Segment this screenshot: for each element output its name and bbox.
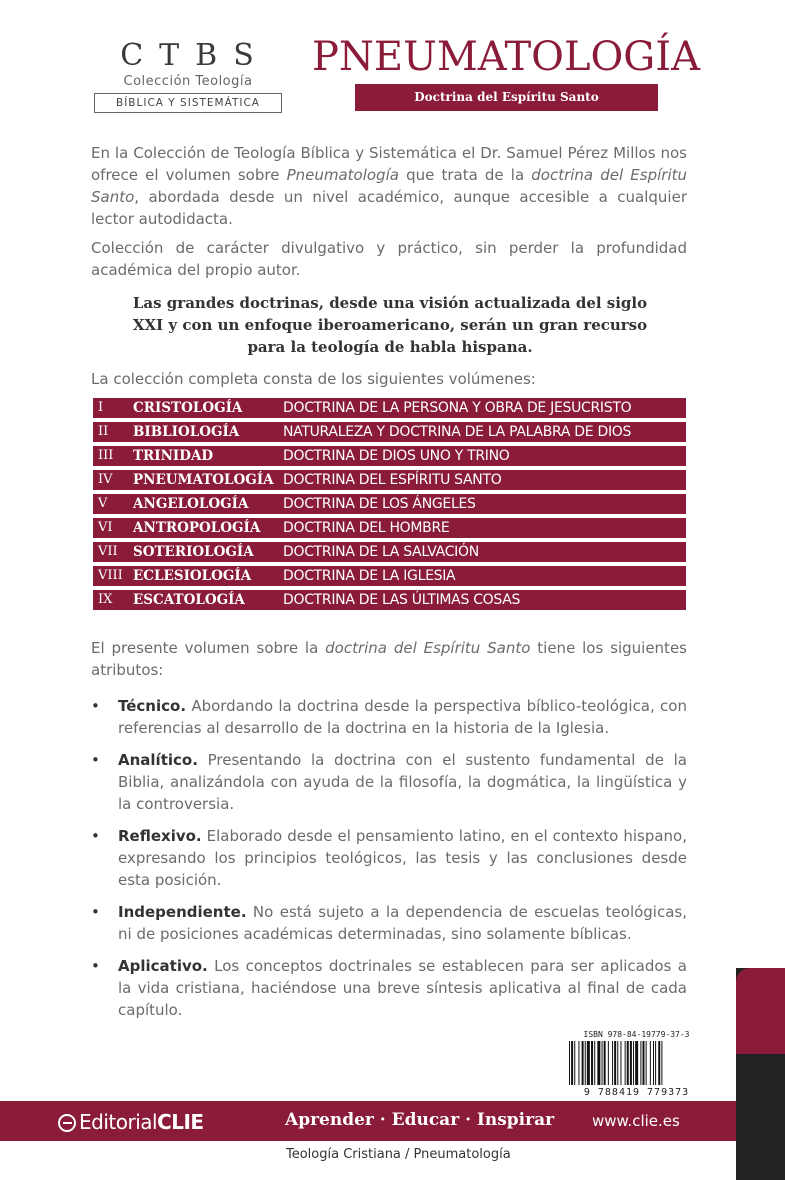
spine-tab-accent (736, 1004, 785, 1054)
spine-tab (736, 968, 785, 1180)
volume-row (93, 566, 686, 586)
barcode-bars (567, 1041, 706, 1085)
ctbs-logo (94, 40, 282, 113)
category-text: Teología Cristiana / Pneumatología (286, 1147, 511, 1162)
barcode-bar (661, 1041, 662, 1085)
barcode-bar (591, 1041, 593, 1085)
attribute-text: Presentando la doctrina con el sustento fundamental de la Biblia, analizándola con ayuda de la filosofía, la dogmática, la lingüística y la controversia. (118, 751, 687, 813)
barcode-bar (650, 1041, 651, 1085)
highlight-quote: Las grandes doctrinas, desde una visión actualizada del siglo XXI y con un enfoque iberoamericano, serán un gran recurso para la teología de habla hispana. (132, 294, 648, 356)
barcode-bar (574, 1041, 575, 1085)
barcode-bar (569, 1041, 570, 1085)
footer-bar (0, 1101, 736, 1141)
attribute-text: Elaborado desde el pensamiento latino, en el contexto hispano, expresando los principios teológicos, las tesis y las conclusiones desde esta posición. (118, 827, 687, 889)
barcode-bar (643, 1041, 645, 1085)
attribute-text: No está sujeto a la dependencia de escuelas teológicas, ni de posiciones académicas determinadas, sino solamente bíblicas. (118, 903, 687, 943)
attribute-item (91, 825, 687, 891)
attribute-title: Aplicativo. (118, 957, 208, 975)
volume-name: TRINIDAD (133, 448, 214, 464)
volume-description: NATURALEZA Y DOCTRINA DE LA PALABRA DE DIOS (283, 424, 632, 440)
spine-tab-top (736, 968, 785, 1004)
volume-number: II (98, 424, 109, 439)
volume-number: V (98, 496, 108, 511)
attribute-item (91, 955, 687, 1021)
volume-row (93, 542, 686, 562)
barcode-bar (585, 1041, 586, 1085)
attributes-list (91, 695, 687, 1031)
volume-name: ANTROPOLOGÍA (133, 520, 261, 536)
attributes-intro: El presente volumen sobre la doctrina del Espíritu Santo tiene los siguientes atributos: (91, 639, 687, 679)
volume-row (93, 518, 686, 538)
attribute-item (91, 749, 687, 815)
clie-globe-icon (58, 1114, 76, 1132)
bullet-icon: • (91, 751, 100, 769)
volume-row (93, 494, 686, 514)
volume-row (93, 422, 686, 442)
barcode-bar (625, 1041, 626, 1085)
volume-description: DOCTRINA DE LOS ÁNGELES (283, 496, 476, 512)
volume-name: CRISTOLOGÍA (133, 400, 243, 416)
volume-name: ESCATOLOGÍA (133, 592, 245, 608)
volume-name: ECLESIOLOGÍA (133, 568, 252, 584)
barcode-bar (630, 1041, 632, 1085)
logo-ctbs: CTBS (120, 38, 270, 73)
intro-paragraph-2: Colección de carácter divulgativo y práctico, sin perder la profundidad académica del propio autor. (91, 239, 687, 279)
volume-description: DOCTRINA DEL ESPÍRITU SANTO (283, 472, 502, 488)
barcode-bar (633, 1041, 634, 1085)
attribute-item (91, 901, 687, 945)
attribute-item (91, 695, 687, 739)
barcode-bar (620, 1041, 621, 1085)
barcode-bar (604, 1041, 606, 1085)
volume-description: DOCTRINA DE LA IGLESIA (283, 568, 456, 584)
barcode-bar (655, 1041, 656, 1085)
barcode-bar (602, 1041, 603, 1085)
volume-number: VIII (98, 568, 123, 583)
volume-row (93, 590, 686, 610)
barcode-bar (612, 1041, 613, 1085)
volume-row (93, 470, 686, 490)
barcode-bar (640, 1041, 641, 1085)
volume-number: VI (98, 520, 113, 535)
barcode-bar (646, 1041, 647, 1085)
editorial-clie-logo: EditorialCLIE (58, 1110, 204, 1134)
barcode (563, 1029, 710, 1097)
intro-paragraph-1: En la Colección de Teología Bíblica y Sistemática el Dr. Samuel Pérez Millos nos ofrece el volumen sobre Pneumatología que trata de la doctrina del Espíritu Santo, abordada desde un nivel académico, aunque accesible a cualquier lector autodidacta. (91, 144, 687, 228)
volume-number: III (98, 448, 114, 463)
attribute-text: Los conceptos doctrinales se establecen para ser aplicados a la vida cristiana, haciéndose una breve síntesis aplicativa al final de cada capítulo. (118, 957, 687, 1019)
attribute-title: Independiente. (118, 903, 247, 921)
barcode-bar (617, 1041, 618, 1085)
volume-number: VII (98, 544, 118, 559)
logo-box: BÍBLICA Y SISTEMÁTICA (94, 93, 282, 113)
volume-name: ANGELOLOGÍA (133, 496, 249, 512)
bullet-icon: • (91, 827, 100, 845)
bullet-icon: • (91, 697, 100, 715)
bullet-icon: • (91, 903, 100, 921)
volume-row (93, 398, 686, 418)
barcode-bar (571, 1041, 573, 1085)
footer-url: www.clie.es (592, 1112, 680, 1130)
barcode-bar (635, 1041, 638, 1085)
volume-description: DOCTRINA DEL HOMBRE (283, 520, 450, 536)
volume-name: SOTERIOLOGÍA (133, 544, 254, 560)
volume-number: IV (98, 472, 113, 487)
logo-coleccion: Colección Teología (123, 74, 253, 89)
volume-name: PNEUMATOLOGÍA (133, 472, 274, 488)
volume-description: DOCTRINA DE LA SALVACIÓN (283, 544, 479, 560)
volume-number: I (98, 400, 104, 415)
barcode-bar (658, 1041, 660, 1085)
barcode-bar (627, 1041, 629, 1085)
volumes-table (93, 398, 686, 614)
attribute-title: Analítico. (118, 751, 198, 769)
volume-number: IX (98, 592, 113, 607)
volume-row (93, 446, 686, 466)
barcode-bar (587, 1041, 590, 1085)
book-subtitle: Doctrina del Espíritu Santo (355, 84, 658, 111)
barcode-bar (582, 1041, 584, 1085)
attribute-title: Técnico. (118, 697, 187, 715)
barcode-bar (597, 1041, 600, 1085)
volume-description: DOCTRINA DE LA PERSONA Y OBRA DE JESUCRISTO (283, 400, 632, 416)
book-title: PNEUMATOLOGÍA (312, 34, 700, 80)
bullet-icon: • (91, 957, 100, 975)
barcode-bar (594, 1041, 595, 1085)
barcode-bar (614, 1041, 616, 1085)
volume-description: DOCTRINA DE DIOS UNO Y TRINO (283, 448, 510, 464)
isbn-text: ISBN 978-84-19779-37-3 (583, 1030, 690, 1039)
attribute-title: Reflexivo. (118, 827, 202, 845)
barcode-number: 9 788419 779373 (583, 1087, 690, 1098)
collection-intro: La colección completa consta de los siguientes volúmenes: (91, 370, 536, 388)
barcode-bar (608, 1041, 609, 1085)
volume-name: BIBLIOLOGÍA (133, 424, 240, 440)
barcode-bar (653, 1041, 654, 1085)
footer-slogan: Aprender · Educar · Inspirar (285, 1110, 555, 1130)
volume-description: DOCTRINA DE LAS ÚLTIMAS COSAS (283, 592, 521, 608)
barcode-bar (578, 1041, 579, 1085)
attribute-text: Abordando la doctrina desde la perspectiva bíblico-teológica, con referencias al desarrollo de la doctrina en la historia de la Iglesia. (118, 697, 687, 737)
